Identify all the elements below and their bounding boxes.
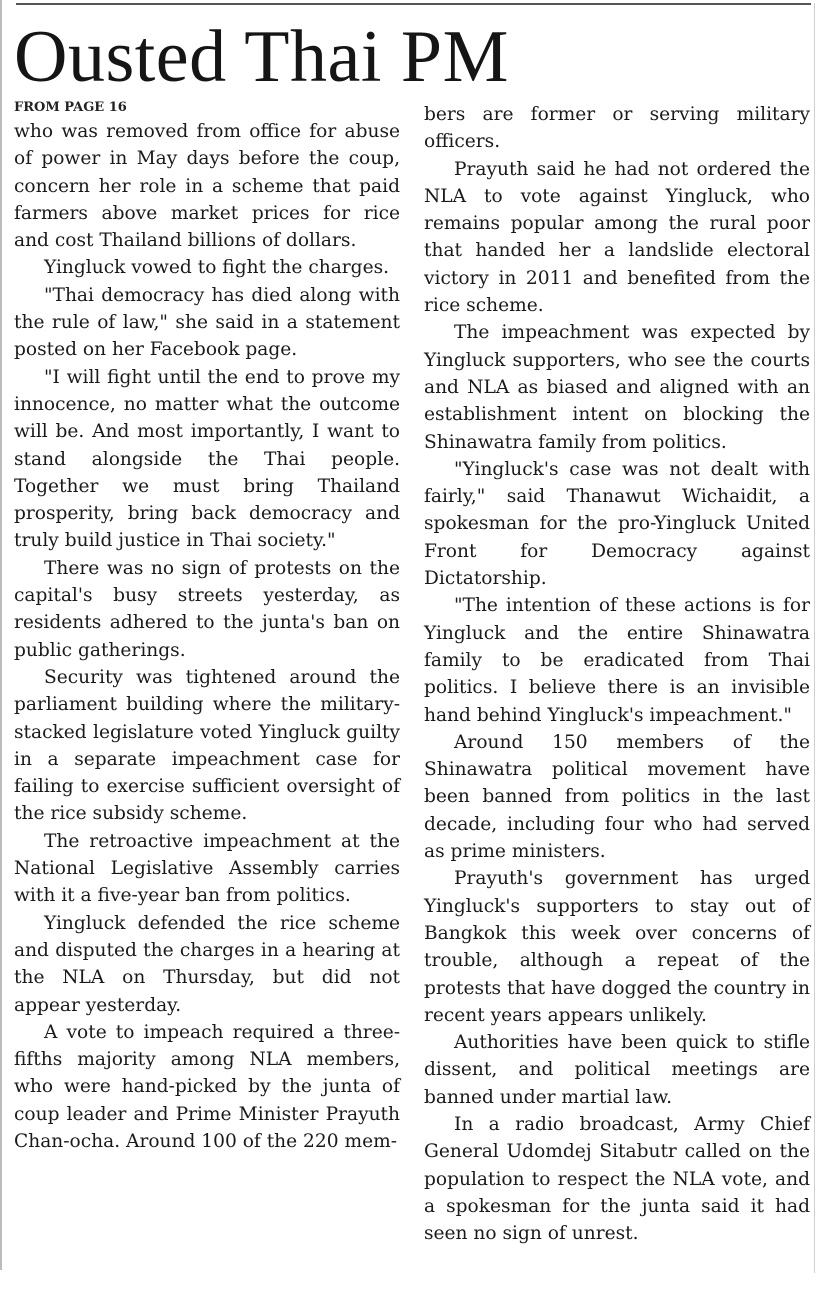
paragraph: "Yingluck's case was not dealt with fairly," said Thanawut Wichaidit, a spokesman for the pro-Yingluck United Front for Democracy against Dictatorship. — [424, 458, 810, 590]
paragraph: Around 150 members of the Shinawatra political movement have been banned from politics in the last decade, including four who had served as prime ministers. — [424, 731, 810, 863]
paragraph: The impeachment was expected by Yingluck supporters, who see the courts and NLA as biased and aligned with an establishment intent on blocking the Shinawatra family from politics. — [424, 322, 810, 453]
top-rule — [16, 3, 811, 5]
paragraph: A vote to impeach required a three-fifths majority among NLA members, who were hand-picked by the junta of coup leader and Prime Minister Prayuth Chan-ocha. Around 100 of the 220 mem- — [14, 1021, 400, 1152]
paragraph: Yingluck defended the rice scheme and disputed the charges in a hearing at the NLA on Thursday, but did not appear yesterday. — [14, 912, 400, 1016]
paragraph: "I will fight until the end to prove my innocence, no matter what the outcome will be. And most importantly, I want to stand alongside the Thai people. Together we must bring Thailand prosperity, bring back democracy and truly build justice in Thai society." — [14, 366, 400, 552]
left-edge-rule — [0, 0, 2, 1270]
right-edge-rule — [814, 3, 815, 1273]
paragraph: Security was tightened around the parliament building where the military-stacked legislature voted Yingluck guilty in a separate impeachment case for failing to exercise sufficient oversight of the rice subsidy scheme. — [14, 666, 400, 825]
paragraph: Authorities have been quick to stifle dissent, and political meetings are banned under martial law. — [424, 1032, 810, 1108]
paragraph: Prayuth said he had not ordered the NLA to vote against Yingluck, who remains popular among the rural poor that handed her a landslide electoral victory in 2011 and benefited from the rice scheme. — [424, 158, 810, 317]
paragraph: "The intention of these actions is for Yingluck and the entire Shinawatra family to be eradicated from Thai politics. I believe there is an invisible hand behind Yingluck's impeachment." — [424, 595, 810, 726]
paragraph: who was removed from office for abuse of power in May days before the coup, concern her role in a scheme that paid farmers above market prices for rice and cost Thailand billions of dollars. — [14, 121, 400, 252]
headline: Ousted Thai PM — [14, 16, 509, 98]
paragraph: There was no sign of protests on the capital's busy streets yesterday, as residents adhered to the junta's ban on public gatherings. — [14, 557, 400, 661]
paragraph: bers are former or serving military officers. — [424, 104, 810, 153]
paragraph: Prayuth's government has urged Yingluck's supporters to stay out of Bangkok this week over concerns of trouble, although a repeat of the protests that have dogged the country in recent years appears unlikely. — [424, 868, 810, 1026]
jump-line: FROM PAGE 16 — [14, 100, 127, 115]
right-column — [424, 101, 810, 1247]
paragraph: The retroactive impeachment at the National Legislative Assembly carries with it a five-year ban from politics. — [14, 830, 400, 907]
left-column — [14, 100, 400, 1155]
paragraph: "Thai democracy has died along with the rule of law," she said in a statement posted on her Facebook page. — [14, 284, 400, 361]
paragraph: Yingluck vowed to fight the charges. — [44, 257, 390, 279]
paragraph: In a radio broadcast, Army Chief General Udomdej Sitabutr called on the population to respect the NLA vote, and a spokesman for the junta said it had seen no sign of unrest. — [424, 1113, 810, 1245]
